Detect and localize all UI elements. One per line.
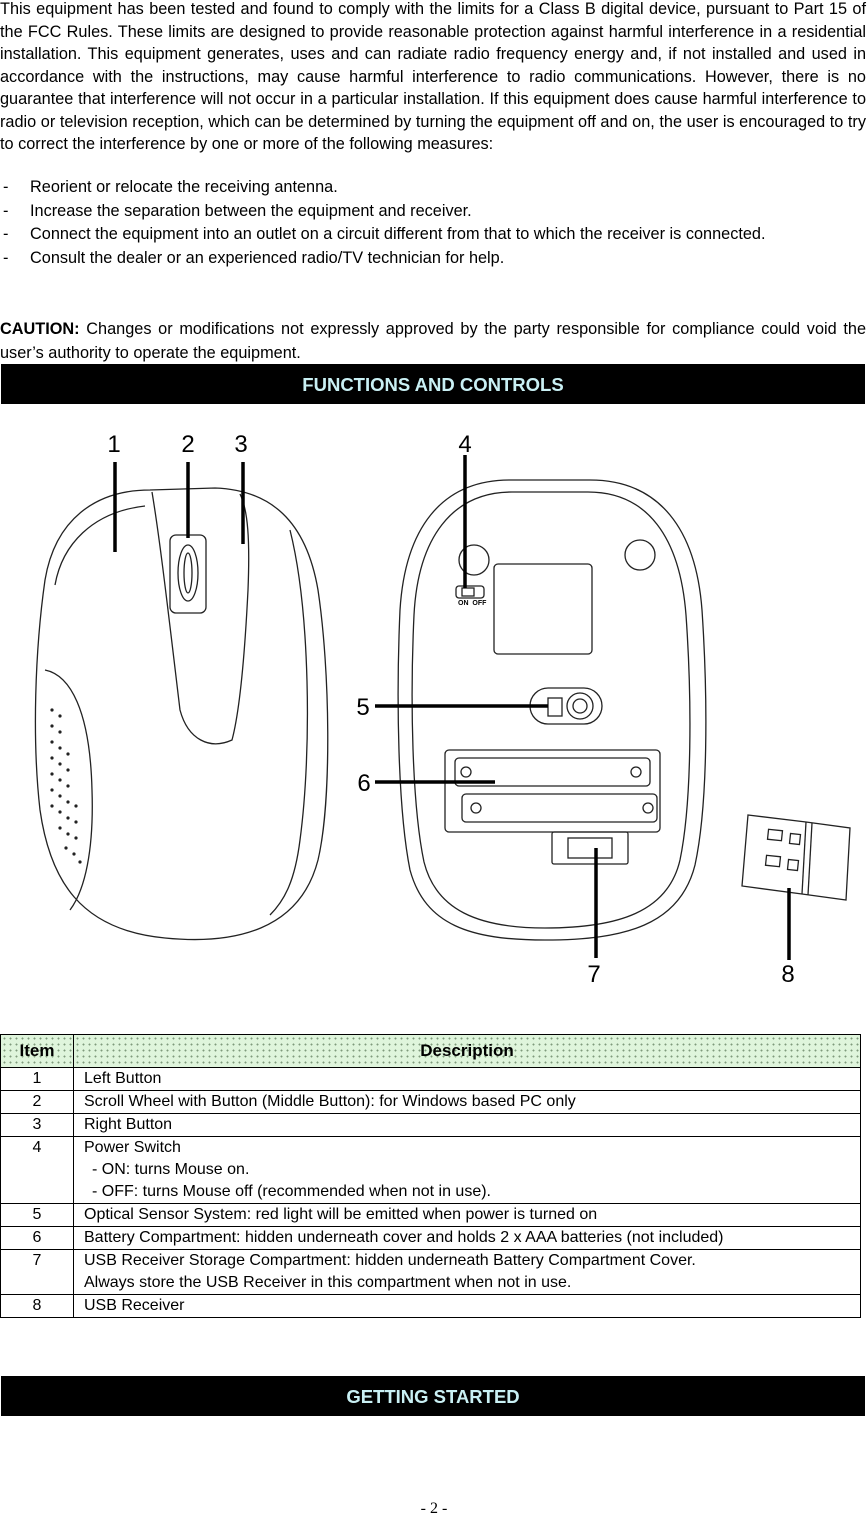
bullet-dash: - [3, 248, 9, 267]
list-item: - Connect the equipment into an outlet on a circuit different from that to which the receiver is connected. [0, 223, 866, 247]
table-row: 1 Left Button [1, 1068, 861, 1091]
caution-note [0, 318, 866, 365]
page-number: - 2 - [420, 1500, 448, 1517]
table-row: 6 Battery Compartment: hidden underneath cover and holds 2 x AAA batteries (not included) [1, 1227, 861, 1250]
mouse-top-inner-line [55, 506, 145, 585]
bullet-dash: - [3, 225, 9, 243]
callout-6: 6 [357, 770, 371, 797]
mouse-diagram [0, 410, 868, 1010]
item-description-table [0, 1034, 861, 1318]
table-row: 2 Scroll Wheel with Button (Middle Button): for Windows based PC only [1, 1091, 861, 1114]
fcc-paragraph: This equipment has been tested and found to comply with the limits for a Class B digital device, pursuant to Part 15 of the FCC Rules. These limits are designed to provide reasonable protection against harmful interference in a residential installation. This equipment generates, uses and can radiate radio frequency energy and, if not installed and used in accordance with the instructions, may cause harmful interference to radio communications. However, there is no guarantee that interference will not occur in a particular installation. If this equipment does cause harmful interference to radio or television reception, which can be determined by turning the equipment off and on, the user is encouraged to try to correct the interference by one or more of the following measures: [0, 0, 866, 153]
callout-4: 4 [458, 431, 472, 458]
table-row: 3 Right Button [1, 1114, 861, 1137]
interference-measures-list [0, 176, 866, 270]
table-row: 4 Power Switch - ON: turns Mouse on. - OFF: turns Mouse off (recommended when not in use). [1, 1137, 861, 1204]
list-item: - Increase the separation between the equipment and receiver. [0, 200, 866, 224]
functions-and-controls-heading: FUNCTIONS AND CONTROLS [1, 364, 865, 404]
callout-3: 3 [234, 431, 248, 458]
callout-5: 5 [356, 694, 370, 721]
label-area [494, 564, 592, 654]
header-item: Item [1, 1035, 74, 1068]
switch-label: ON OFF [458, 600, 487, 607]
usb-receiver [742, 815, 850, 900]
table-row: 7 USB Receiver Storage Compartment: hidden underneath Battery Compartment Cover. Always store the USB Receiver in this compartment when not in use. [1, 1250, 861, 1295]
receiver-storage [552, 832, 628, 864]
callout-8: 8 [781, 961, 795, 988]
table-row: 8 USB Receiver [1, 1295, 861, 1318]
caution-text: Changes or modifications not expressly approved by the party responsible for compliance could void the user’s authority to operate the equipment. [0, 320, 866, 362]
bullet-dash: - [3, 178, 9, 196]
foot-pad-right [625, 540, 655, 570]
callout-7: 7 [587, 961, 601, 988]
mouse-top-right-line [270, 530, 307, 915]
caution-label: CAUTION: [0, 320, 80, 338]
callout-2: 2 [181, 431, 195, 458]
table-row: 5 Optical Sensor System: red light will be emitted when power is turned on [1, 1204, 861, 1227]
list-item: - Consult the dealer or an experienced radio/TV technician for help. [0, 247, 866, 271]
getting-started-heading: GETTING STARTED [1, 1376, 865, 1416]
mouse-bottom-inner-outline [412, 492, 690, 928]
grip-dots [50, 708, 81, 863]
header-description: Description [74, 1035, 861, 1068]
battery-2 [462, 794, 657, 822]
list-item: - Reorient or relocate the receiving antenna. [0, 176, 866, 200]
bullet-dash: - [3, 201, 9, 220]
mouse-bottom-outline [398, 480, 706, 940]
battery-compartment [445, 750, 660, 832]
mouse-top-center-ridge [152, 492, 249, 744]
optical-sensor-lens [567, 693, 593, 719]
callout-1: 1 [107, 431, 121, 458]
